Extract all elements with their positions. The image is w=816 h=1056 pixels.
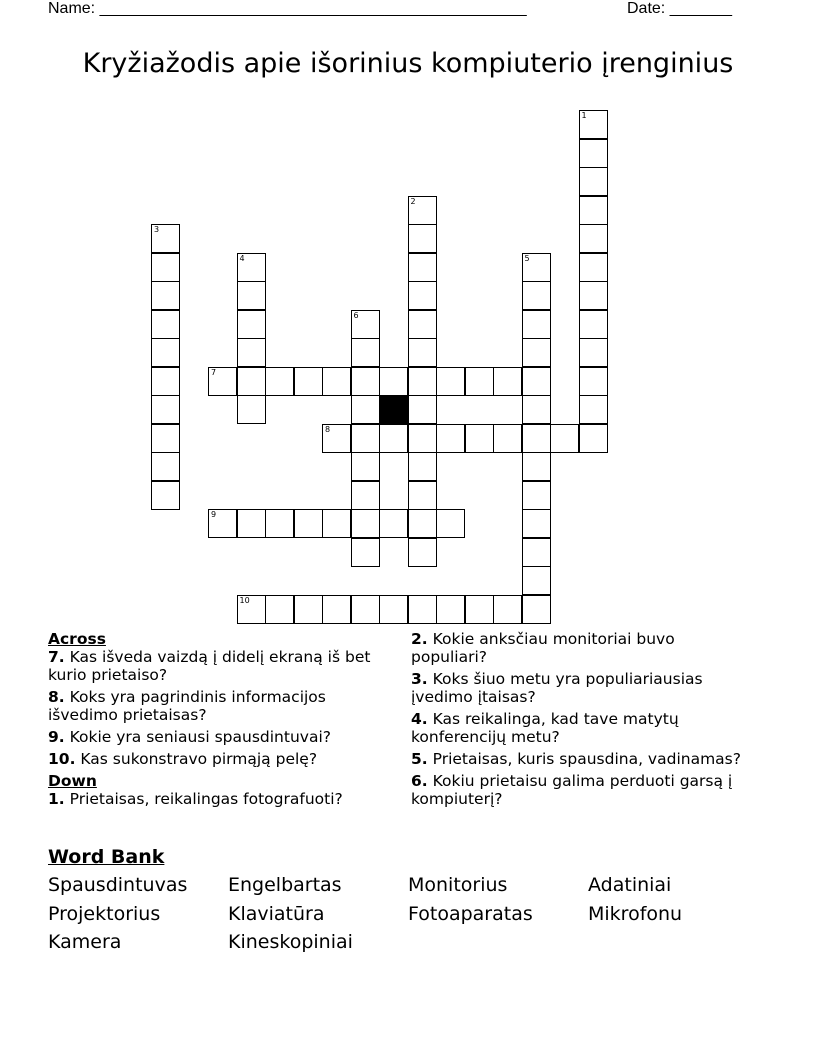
crossword-cell[interactable]	[522, 367, 551, 396]
cell-number: 2	[410, 196, 416, 206]
crossword-cell[interactable]	[579, 367, 608, 396]
crossword-cell[interactable]	[408, 281, 437, 310]
crossword-cell[interactable]	[579, 253, 608, 282]
crossword-cell[interactable]	[493, 595, 522, 624]
crossword-cell[interactable]	[522, 481, 551, 510]
crossword-cell[interactable]	[351, 481, 380, 510]
clue-number: 4.	[411, 710, 428, 728]
crossword-cell[interactable]	[322, 424, 351, 453]
word-bank-item: Fotoaparatas	[408, 902, 533, 925]
crossword-cell[interactable]	[579, 139, 608, 168]
word-bank-item: Kamera	[48, 931, 122, 953]
crossword-cell[interactable]	[294, 509, 323, 538]
clue-across-10	[48, 750, 388, 768]
crossword-cell[interactable]	[408, 224, 437, 253]
crossword-cell[interactable]	[579, 310, 608, 339]
crossword-cell[interactable]	[408, 395, 437, 424]
crossword-cell[interactable]	[408, 481, 437, 510]
crossword-cell[interactable]	[351, 367, 380, 396]
crossword-cell[interactable]	[522, 253, 551, 282]
word-bank-item: Klaviatūra	[228, 902, 325, 925]
clue-number: 10.	[48, 750, 76, 768]
clue-number: 8.	[48, 688, 65, 706]
clue-number: 7.	[48, 648, 65, 666]
date-field: Date: _______	[627, 0, 732, 17]
crossword-cell[interactable]	[379, 595, 408, 624]
crossword-cell[interactable]	[237, 367, 266, 396]
clues-left-column	[48, 630, 388, 812]
word-bank-item: Mikrofonu	[588, 902, 683, 925]
crossword-cell[interactable]	[579, 424, 608, 453]
crossword-cell[interactable]	[522, 310, 551, 339]
crossword-cell[interactable]	[408, 509, 437, 538]
crossword-cell[interactable]	[493, 424, 522, 453]
cell-number: 7	[211, 367, 217, 377]
crossword-cell[interactable]	[322, 595, 351, 624]
crossword-cell[interactable]	[265, 595, 294, 624]
crossword-cell[interactable]	[522, 509, 551, 538]
cell-number: 6	[353, 310, 359, 320]
crossword-cell[interactable]	[151, 452, 180, 481]
clue-text: Kas sukonstravo pirmąją pelę?	[80, 750, 318, 768]
crossword-cell[interactable]	[465, 595, 494, 624]
clue-text: Koks šiuo metu yra populiariausias įvedimo įtaisas?	[411, 670, 703, 706]
crossword-cell[interactable]	[351, 509, 380, 538]
clue-text: Koks yra pagrindinis informacijos išvedimo prietaisas?	[48, 688, 326, 724]
crossword-cell[interactable]	[151, 281, 180, 310]
clue-number: 9.	[48, 728, 65, 746]
crossword-cell[interactable]	[294, 595, 323, 624]
clue-down-1	[48, 790, 388, 808]
crossword-cell[interactable]	[237, 281, 266, 310]
crossword-cell[interactable]	[579, 395, 608, 424]
clue-number: 6.	[411, 772, 428, 790]
clue-down-6	[411, 772, 751, 808]
crossword-cell[interactable]	[493, 367, 522, 396]
clue-down-3	[411, 670, 751, 706]
crossword-cell[interactable]	[408, 310, 437, 339]
word-bank-item: Engelbartas	[228, 874, 342, 896]
crossword-cell[interactable]	[550, 424, 579, 453]
crossword-cell[interactable]	[379, 424, 408, 453]
crossword-cell[interactable]	[579, 338, 608, 367]
crossword-cell[interactable]	[379, 509, 408, 538]
crossword-cell[interactable]	[579, 110, 608, 139]
crossword-cell[interactable]	[351, 395, 380, 424]
crossword-cell[interactable]	[436, 509, 465, 538]
clue-number: 3.	[411, 670, 428, 688]
clue-number: 2.	[411, 630, 428, 648]
clue-down-4	[411, 710, 751, 746]
crossword-cell[interactable]	[522, 566, 551, 595]
crossword-cell[interactable]	[351, 310, 380, 339]
crossword-cell[interactable]	[351, 452, 380, 481]
crossword-cell[interactable]	[237, 395, 266, 424]
crossword-cell[interactable]	[408, 452, 437, 481]
crossword-cell[interactable]	[151, 310, 180, 339]
crossword-cell[interactable]	[151, 367, 180, 396]
clue-across-9	[48, 728, 388, 746]
cell-number: 3	[154, 225, 160, 234]
crossword-cell[interactable]	[408, 424, 437, 453]
clue-number: 1.	[48, 790, 65, 808]
name-field: Name: ________________________________________________	[48, 0, 527, 17]
crossword-cell[interactable]	[408, 367, 437, 396]
clue-text: Kokie yra seniausi spausdintuvai?	[69, 728, 331, 746]
clue-text: Kokie anksčiau monitoriai buvo populiari?	[411, 630, 675, 666]
word-bank-item: Kineskopiniai	[228, 931, 353, 953]
crossword-cell[interactable]	[151, 338, 180, 367]
clue-down-2	[411, 630, 751, 666]
clue-text: Kas išveda vaizdą į didelį ekraną iš bet kurio prietaiso?	[48, 648, 371, 684]
crossword-cell[interactable]	[408, 196, 437, 225]
crossword-cell[interactable]	[408, 338, 437, 367]
across-heading: Across	[48, 630, 106, 648]
word-bank-item: Monitorius	[408, 874, 508, 896]
crossword-cell[interactable]	[265, 367, 294, 396]
clue-across-7	[48, 648, 388, 684]
crossword-cell[interactable]	[579, 196, 608, 225]
crossword-cell[interactable]	[522, 424, 551, 453]
clue-number: 5.	[411, 750, 428, 768]
crossword-cell[interactable]	[237, 338, 266, 367]
clue-text: Kas reikalinga, kad tave matytų konferencijų metu?	[411, 710, 679, 746]
crossword-cell[interactable]	[237, 595, 266, 624]
clue-down-5	[411, 750, 751, 768]
crossword-cell[interactable]	[408, 253, 437, 282]
crossword-cell[interactable]	[579, 281, 608, 310]
crossword-cell[interactable]	[579, 167, 608, 196]
crossword-cell[interactable]	[151, 481, 180, 510]
clues-right-column	[411, 630, 751, 812]
word-bank-heading: Word Bank	[48, 846, 165, 868]
crossword-cell[interactable]	[351, 595, 380, 624]
cell-number: 8	[325, 424, 331, 434]
crossword-cell[interactable]	[522, 452, 551, 481]
crossword-cell[interactable]	[408, 538, 437, 567]
crossword-cell[interactable]	[151, 253, 180, 282]
crossword-cell[interactable]	[265, 509, 294, 538]
word-bank-item: Adatiniai	[588, 874, 672, 896]
crossword-cell[interactable]	[436, 424, 465, 453]
clue-text: Prietaisas, kuris spausdina, vadinamas?	[432, 750, 741, 768]
crossword-cell[interactable]	[351, 424, 380, 453]
crossword-cell[interactable]	[522, 395, 551, 424]
blocked-cell	[379, 395, 408, 424]
crossword-cell[interactable]	[522, 538, 551, 567]
cell-number: 1	[581, 111, 587, 120]
crossword-cell[interactable]	[322, 367, 351, 396]
crossword-cell[interactable]	[351, 538, 380, 567]
crossword-cell[interactable]	[465, 367, 494, 396]
cell-number: 4	[239, 253, 245, 263]
crossword-cell[interactable]	[465, 424, 494, 453]
crossword-cell[interactable]	[522, 281, 551, 310]
crossword-cell[interactable]	[579, 224, 608, 253]
crossword-cell[interactable]	[237, 310, 266, 339]
cell-number: 5	[524, 253, 530, 263]
crossword-cell[interactable]	[522, 338, 551, 367]
puzzle-title: Kryžiažodis apie išorinius kompiuterio įrenginius	[82, 48, 734, 79]
crossword-cell[interactable]	[151, 424, 180, 453]
crossword-cell[interactable]	[379, 367, 408, 396]
word-bank-item: Spausdintuvas	[48, 874, 188, 896]
crossword-cell[interactable]	[294, 367, 323, 396]
word-bank	[48, 874, 768, 960]
crossword-cell[interactable]	[436, 367, 465, 396]
down-heading: Down	[48, 772, 97, 790]
word-bank-item: Projektorius	[48, 902, 161, 925]
clue-text: Prietaisas, reikalingas fotografuoti?	[69, 790, 343, 808]
crossword-cell[interactable]	[151, 224, 180, 253]
clue-text: Kokiu prietaisu galima perduoti garsą į kompiuterį?	[411, 772, 733, 808]
clue-across-8	[48, 688, 388, 724]
cell-number: 9	[211, 510, 217, 519]
crossword-cell[interactable]	[408, 595, 437, 624]
crossword-cell[interactable]	[322, 509, 351, 538]
crossword-cell[interactable]	[237, 253, 266, 282]
crossword-cell[interactable]	[151, 395, 180, 424]
crossword-cell[interactable]	[237, 509, 266, 538]
cell-number: 10	[239, 595, 250, 605]
crossword-cell[interactable]	[436, 595, 465, 624]
crossword-cell[interactable]	[351, 338, 380, 367]
crossword-cell[interactable]	[208, 509, 237, 538]
crossword-cell[interactable]	[522, 595, 551, 624]
crossword-cell[interactable]	[208, 367, 237, 396]
